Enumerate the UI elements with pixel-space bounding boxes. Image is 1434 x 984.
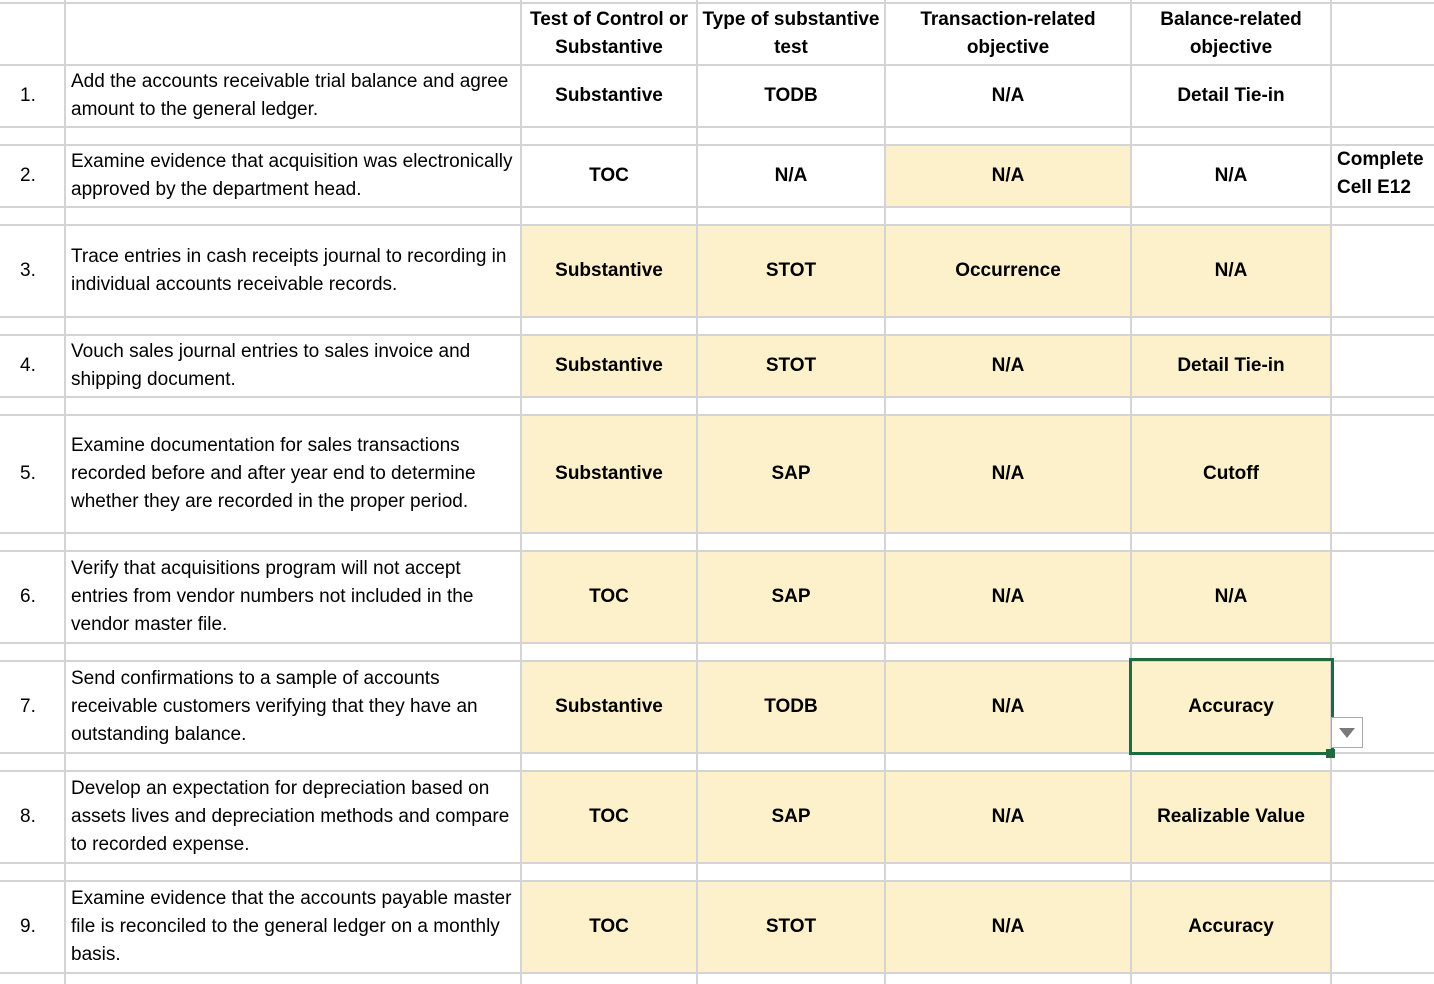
row-number-cell[interactable] xyxy=(0,336,64,396)
header-transaction-objective-label: Transaction-related objective xyxy=(920,9,1096,58)
row-number-cell[interactable] xyxy=(0,552,64,642)
balance-objective-cell[interactable] xyxy=(1132,552,1330,642)
row-number-cell[interactable] xyxy=(0,146,64,206)
substantive-type-value: STOT xyxy=(765,916,817,937)
balance-objective-cell[interactable] xyxy=(1132,66,1330,126)
substantive-type-value: N/A xyxy=(774,165,808,186)
side-note-line-1: Complete xyxy=(1337,149,1424,170)
substantive-type-cell[interactable] xyxy=(698,336,884,396)
test-type-value: TOC xyxy=(589,586,629,607)
side-note-cell[interactable] xyxy=(1332,146,1434,206)
substantive-type-cell[interactable] xyxy=(698,772,884,862)
balance-objective-cell[interactable] xyxy=(1132,146,1330,206)
procedure-cell[interactable] xyxy=(66,146,520,206)
row-number: 6. xyxy=(20,586,36,607)
transaction-objective-value: Occurrence xyxy=(955,260,1061,281)
substantive-type-value: TODB xyxy=(764,696,818,717)
test-type-value: Substantive xyxy=(555,463,663,484)
transaction-objective-value: N/A xyxy=(991,85,1025,106)
row-number: 8. xyxy=(20,806,36,827)
test-type-cell[interactable] xyxy=(522,336,696,396)
transaction-objective-cell[interactable] xyxy=(886,146,1130,206)
procedure-cell[interactable] xyxy=(66,772,520,862)
test-type-cell[interactable] xyxy=(522,66,696,126)
procedure-cell[interactable] xyxy=(66,662,520,752)
row-number: 5. xyxy=(20,463,36,484)
procedure-cell[interactable] xyxy=(66,226,520,316)
transaction-objective-value: N/A xyxy=(991,165,1025,186)
gridline xyxy=(0,752,1434,754)
balance-objective-value: Cutoff xyxy=(1203,463,1259,484)
procedure-text: Verify that acquisitions program will not accept entries from vendor numbers not included in the vendor master file. xyxy=(71,558,474,635)
header-test-type-label: Test of Control or Substantive xyxy=(530,9,688,58)
test-type-value: TOC xyxy=(589,165,629,186)
substantive-type-cell[interactable] xyxy=(698,66,884,126)
header-cell-procedure[interactable] xyxy=(66,4,520,64)
row-number: 1. xyxy=(20,85,36,106)
balance-objective-cell[interactable] xyxy=(1132,772,1330,862)
transaction-objective-cell[interactable] xyxy=(886,66,1130,126)
substantive-type-cell[interactable] xyxy=(698,552,884,642)
balance-objective-cell[interactable] xyxy=(1132,882,1330,972)
header-cell-balance-objective[interactable] xyxy=(1132,4,1330,64)
procedure-cell[interactable] xyxy=(66,882,520,972)
row-number: 3. xyxy=(20,260,36,281)
procedure-cell[interactable] xyxy=(66,336,520,396)
substantive-type-cell[interactable] xyxy=(698,882,884,972)
row-number: 4. xyxy=(20,355,36,376)
substantive-type-cell[interactable] xyxy=(698,662,884,752)
transaction-objective-cell[interactable] xyxy=(886,772,1130,862)
row-number-cell[interactable] xyxy=(0,772,64,862)
transaction-objective-cell[interactable] xyxy=(886,226,1130,316)
test-type-cell[interactable] xyxy=(522,552,696,642)
header-cell-test-type[interactable] xyxy=(522,4,696,64)
substantive-type-cell[interactable] xyxy=(698,146,884,206)
gridline xyxy=(0,972,1434,974)
balance-objective-value: Accuracy xyxy=(1188,916,1274,937)
transaction-objective-value: N/A xyxy=(991,355,1025,376)
procedure-text: Vouch sales journal entries to sales invoice and shipping document. xyxy=(71,341,471,390)
test-type-cell[interactable] xyxy=(522,772,696,862)
procedure-cell[interactable] xyxy=(66,416,520,532)
substantive-type-value: SAP xyxy=(771,463,811,484)
row-number-cell[interactable] xyxy=(0,416,64,532)
gridline xyxy=(0,316,1434,318)
transaction-objective-cell[interactable] xyxy=(886,662,1130,752)
transaction-objective-cell[interactable] xyxy=(886,416,1130,532)
substantive-type-value: SAP xyxy=(771,586,811,607)
procedure-text: Develop an expectation for depreciation based on assets lives and depreciation methods and compare to recorded expense. xyxy=(71,778,510,855)
test-type-cell[interactable] xyxy=(522,226,696,316)
test-type-value: TOC xyxy=(589,806,629,827)
substantive-type-value: STOT xyxy=(765,260,817,281)
substantive-type-value: SAP xyxy=(771,806,811,827)
cell-dropdown-button[interactable] xyxy=(1331,717,1363,748)
procedure-text: Add the accounts receivable trial balance and agree amount to the general ledger. xyxy=(71,71,509,120)
balance-objective-cell[interactable] xyxy=(1132,336,1330,396)
test-type-value: Substantive xyxy=(555,260,663,281)
balance-objective-value: N/A xyxy=(1214,165,1248,186)
procedure-cell[interactable] xyxy=(66,66,520,126)
header-substantive-type-label: Type of substantive test xyxy=(702,9,880,58)
gridline xyxy=(0,642,1434,644)
transaction-objective-value: N/A xyxy=(991,463,1025,484)
balance-objective-value: Detail Tie-in xyxy=(1177,85,1285,106)
transaction-objective-value: N/A xyxy=(991,916,1025,937)
row-number-cell[interactable] xyxy=(0,226,64,316)
procedure-text: Examine documentation for sales transactions recorded before and after year end to determine whether they are recorded in the proper period. xyxy=(71,435,476,512)
procedure-text: Examine evidence that the accounts payable master file is reconciled to the general ledger on a monthly basis. xyxy=(71,888,512,965)
transaction-objective-cell[interactable] xyxy=(886,882,1130,972)
procedure-text: Trace entries in cash receipts journal to recording in individual accounts receivable records. xyxy=(71,246,507,295)
gridline xyxy=(0,532,1434,534)
test-type-cell[interactable] xyxy=(522,662,696,752)
row-number-cell[interactable] xyxy=(0,662,64,752)
header-balance-objective-label: Balance-related objective xyxy=(1160,9,1302,58)
test-type-value: Substantive xyxy=(555,85,663,106)
header-cell-substantive-type[interactable] xyxy=(698,4,884,64)
substantive-type-cell[interactable] xyxy=(698,416,884,532)
balance-objective-value: N/A xyxy=(1214,586,1248,607)
test-type-cell[interactable] xyxy=(522,882,696,972)
transaction-objective-cell[interactable] xyxy=(886,336,1130,396)
balance-objective-value: Detail Tie-in xyxy=(1177,355,1285,376)
balance-objective-cell[interactable] xyxy=(1132,226,1330,316)
balance-objective-cell-selected[interactable] xyxy=(1132,662,1330,752)
balance-objective-value: Accuracy xyxy=(1188,696,1274,717)
row-number: 2. xyxy=(20,165,36,186)
dropdown-arrow-icon xyxy=(1338,727,1356,739)
test-type-value: TOC xyxy=(589,916,629,937)
balance-objective-value: N/A xyxy=(1214,260,1248,281)
row-number: 9. xyxy=(20,916,36,937)
fill-handle[interactable] xyxy=(1326,749,1335,758)
procedure-text: Send confirmations to a sample of accounts receivable customers verifying that they have an outstanding balance. xyxy=(71,668,478,745)
test-type-cell[interactable] xyxy=(522,146,696,206)
gridline xyxy=(0,206,1434,208)
side-note-line-2: Cell E12 xyxy=(1337,177,1411,198)
transaction-objective-cell[interactable] xyxy=(886,552,1130,642)
gridline xyxy=(0,396,1434,398)
balance-objective-value: Realizable Value xyxy=(1157,806,1305,827)
gridline xyxy=(0,126,1434,128)
test-type-value: Substantive xyxy=(555,696,663,717)
row-number: 7. xyxy=(20,696,36,717)
substantive-type-value: TODB xyxy=(764,85,818,106)
substantive-type-cell[interactable] xyxy=(698,226,884,316)
procedure-cell[interactable] xyxy=(66,552,520,642)
test-type-value: Substantive xyxy=(555,355,663,376)
transaction-objective-value: N/A xyxy=(991,806,1025,827)
row-number-cell[interactable] xyxy=(0,66,64,126)
procedure-text: Examine evidence that acquisition was electronically approved by the department head. xyxy=(71,151,513,200)
gridline xyxy=(0,862,1434,864)
header-cell-num[interactable] xyxy=(0,4,64,64)
row-number-cell[interactable] xyxy=(0,882,64,972)
balance-objective-cell[interactable] xyxy=(1132,416,1330,532)
header-cell-transaction-objective[interactable] xyxy=(886,4,1130,64)
test-type-cell[interactable] xyxy=(522,416,696,532)
transaction-objective-value: N/A xyxy=(991,586,1025,607)
transaction-objective-value: N/A xyxy=(991,696,1025,717)
substantive-type-value: STOT xyxy=(765,355,817,376)
